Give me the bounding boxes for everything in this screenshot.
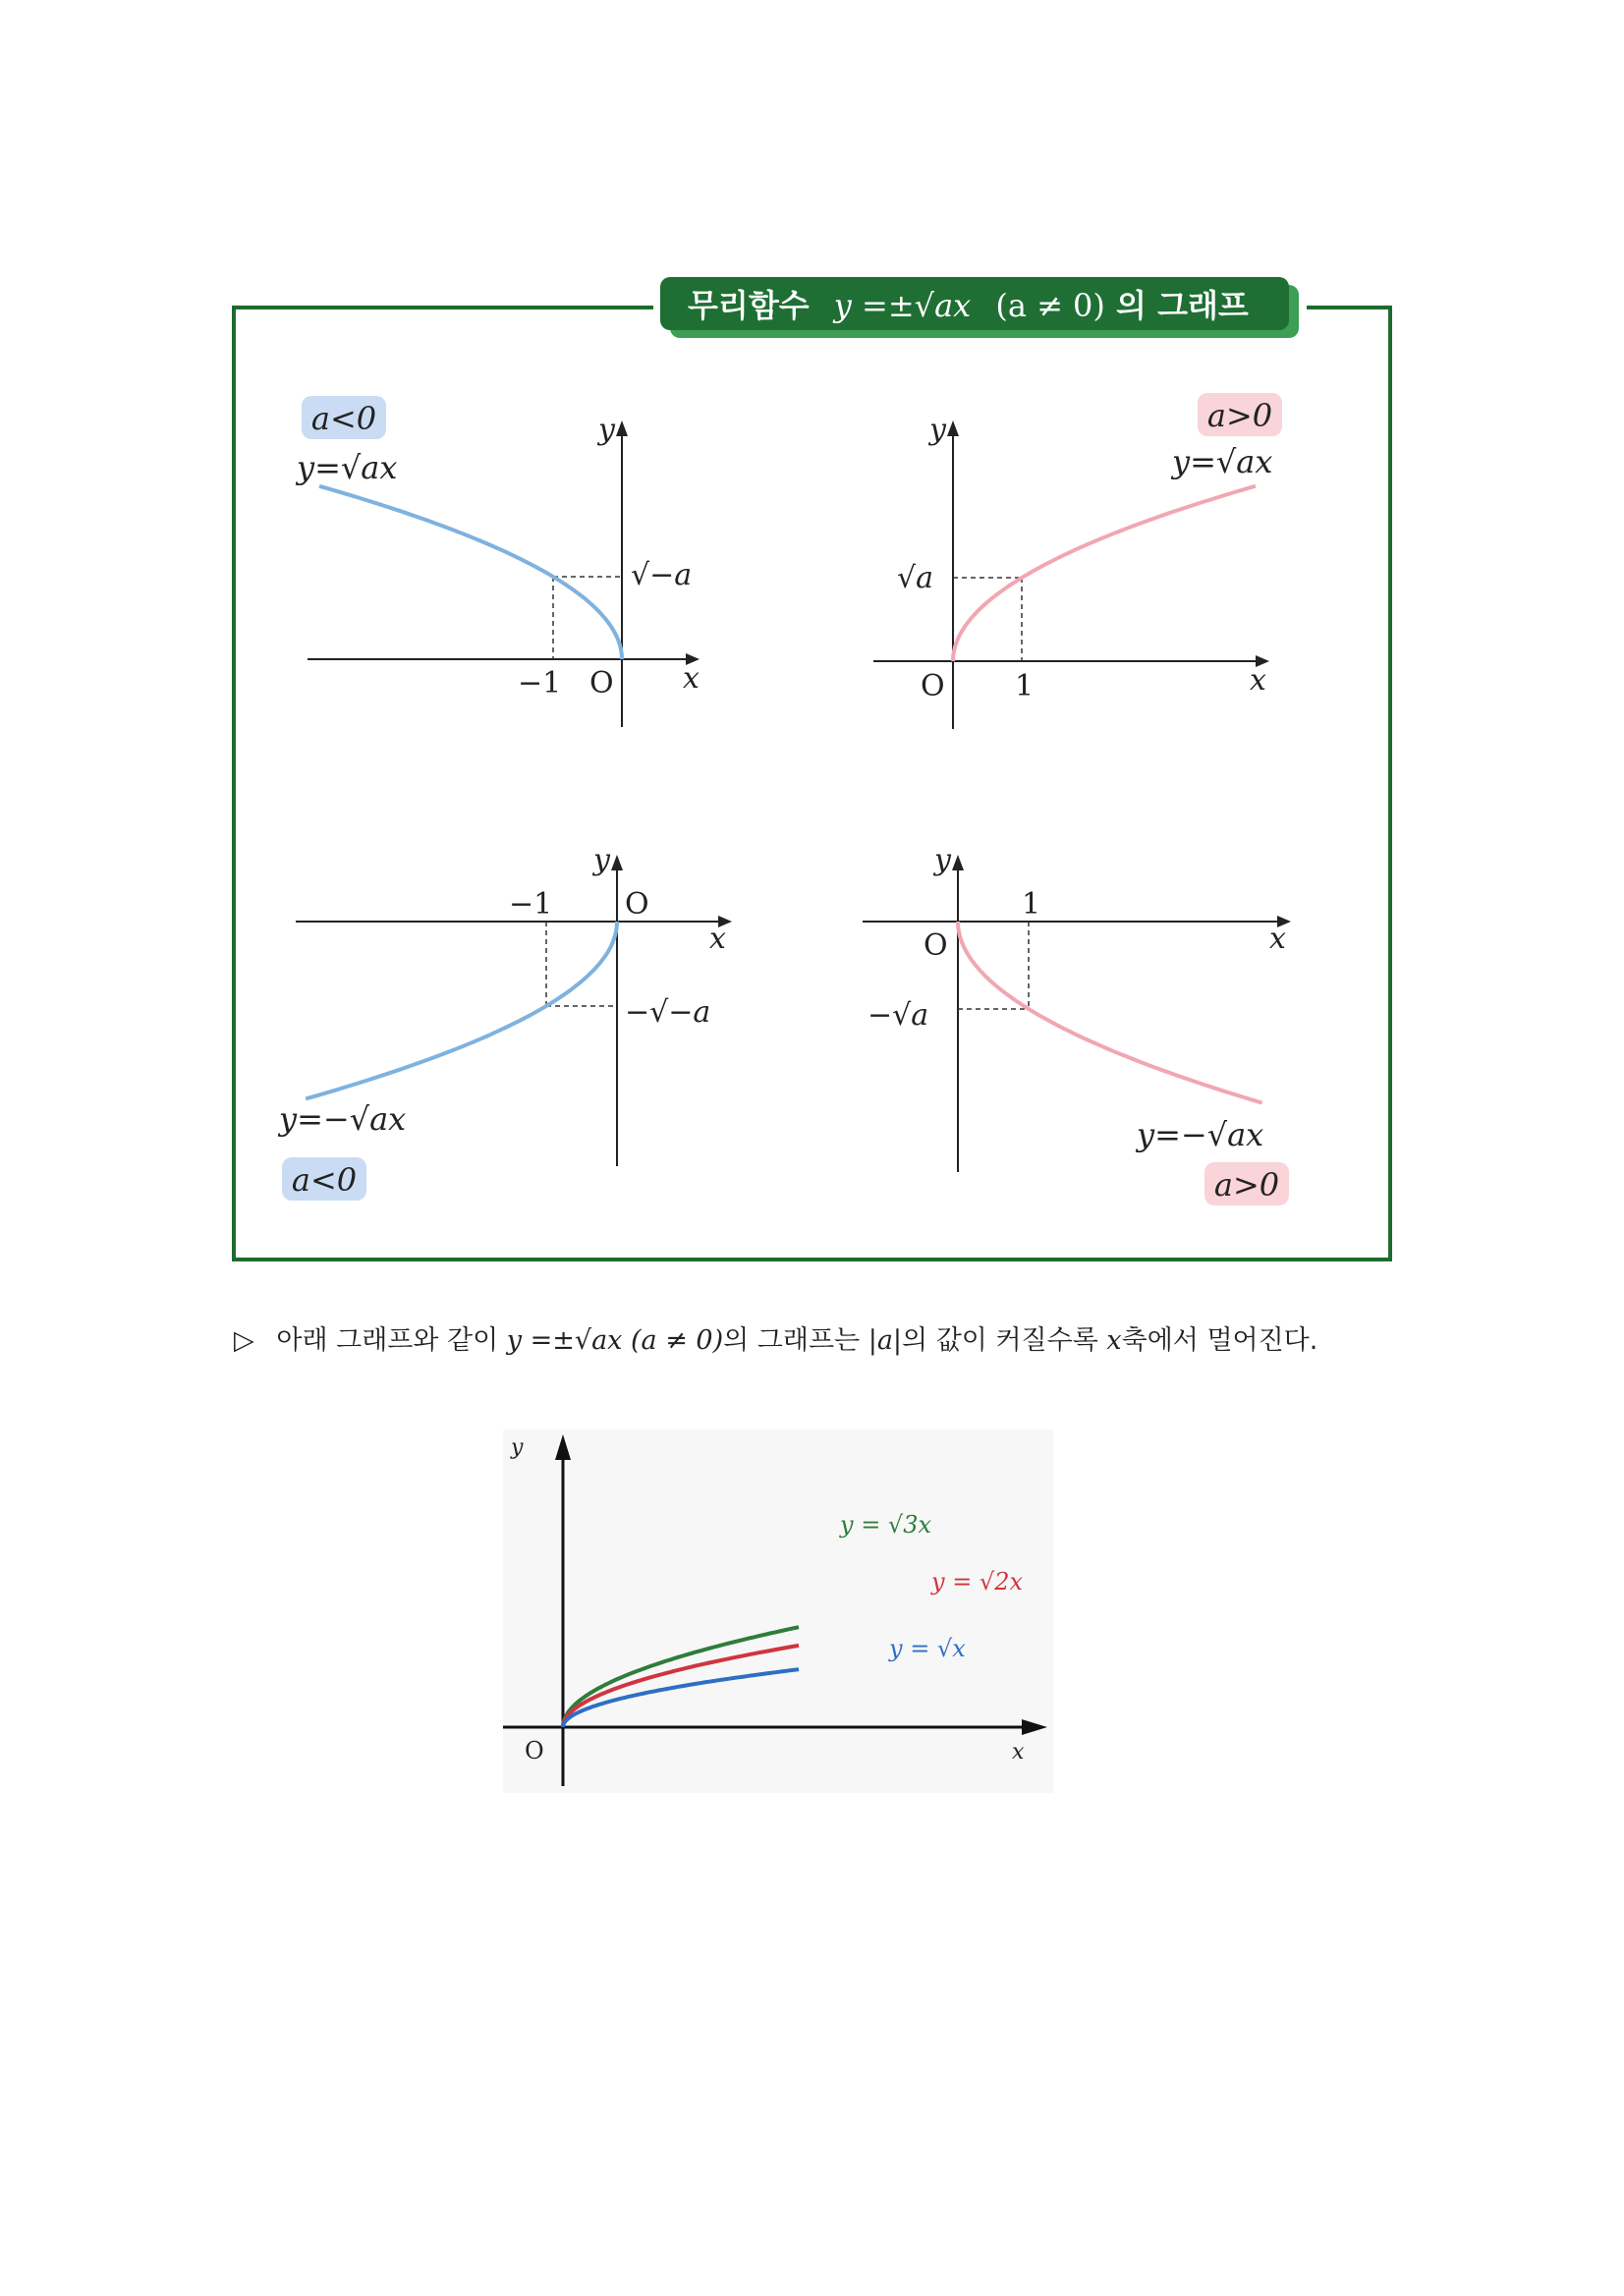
equation-label: y=√ax <box>297 449 398 486</box>
y-axis-arrow <box>611 855 623 870</box>
curve-label-3: y = √x <box>889 1635 966 1662</box>
y-tick-label: √a <box>897 561 934 595</box>
x-axis-label: x <box>709 922 726 956</box>
y-axis-arrow <box>952 855 964 870</box>
note-formula: y =±√ax <box>506 1325 623 1356</box>
equation-label: y=−√ax <box>1137 1116 1264 1153</box>
curve <box>958 922 1262 1103</box>
x-axis-label: x <box>683 661 700 696</box>
y-axis-label: y <box>511 1435 524 1460</box>
curve <box>319 486 622 659</box>
badge-label: a>0 <box>1213 1166 1280 1204</box>
explanation-note <box>234 1318 1413 1357</box>
badge-label: a<0 <box>310 400 377 437</box>
origin-label: O <box>525 1737 544 1764</box>
x-axis-label: x <box>1012 1740 1025 1764</box>
note-text-2: 의 그래프는 <box>723 1325 861 1356</box>
y-axis-label: y <box>598 413 615 447</box>
curve-label-2: y = √2x <box>931 1568 1024 1596</box>
x-axis-label: x <box>1269 922 1286 956</box>
x-tick-label: 1 <box>1022 887 1041 922</box>
y-tick-label: −√−a <box>625 995 711 1030</box>
comparison-graph <box>0 1415 1624 1808</box>
note-abs-a: |a| <box>868 1325 903 1356</box>
x-axis-label: x <box>1250 663 1266 698</box>
note-text-4: 축에서 멀어진다. <box>1121 1325 1318 1356</box>
y-axis-arrow <box>616 420 628 436</box>
y-tick-label: √−a <box>631 558 693 592</box>
graph-top-right <box>873 393 1282 729</box>
origin-label: O <box>921 669 945 703</box>
y-axis-label: y <box>593 843 610 877</box>
bullet-triangle-icon: ▷ <box>234 1325 254 1356</box>
y-axis-arrow <box>947 420 959 436</box>
y-tick-label: −√a <box>868 998 929 1033</box>
equation-label: y=√ax <box>1172 443 1273 480</box>
x-tick-label: −1 <box>509 887 553 922</box>
title-condition: (a ≠ 0) <box>995 287 1105 324</box>
origin-label: O <box>625 887 649 922</box>
graph-bottom-right <box>863 843 1291 1205</box>
svg-text:무리함수 y =±√ax (a ≠ 0) <box>688 287 1249 324</box>
curve <box>953 486 1256 661</box>
note-condition: (a ≠ 0) <box>631 1325 724 1356</box>
title-korean: 무리함수 <box>688 287 810 324</box>
badge-label: a<0 <box>291 1161 358 1199</box>
graph-top-left <box>295 396 700 727</box>
title-formula: y =±√ax <box>833 287 972 324</box>
graph-bottom-left <box>277 843 732 1201</box>
curve <box>306 922 617 1098</box>
origin-label: O <box>589 666 614 700</box>
note-x-var: x <box>1106 1325 1122 1356</box>
note-text-3: 의 값이 커질수록 <box>902 1325 1098 1356</box>
note-text-1: 아래 그래프와 같이 <box>276 1325 499 1356</box>
y-axis-label: y <box>929 413 946 447</box>
comparison-bg <box>503 1429 1053 1793</box>
y-axis-label: y <box>934 843 951 877</box>
badge-label: a>0 <box>1206 397 1273 434</box>
curve-label-1: y = √3x <box>840 1511 932 1539</box>
title-suffix: 의 그래프 <box>1116 287 1249 324</box>
x-tick-label: 1 <box>1015 669 1035 703</box>
x-tick-label: −1 <box>518 666 562 700</box>
origin-label: O <box>924 928 948 963</box>
equation-label: y=−√ax <box>279 1100 407 1138</box>
